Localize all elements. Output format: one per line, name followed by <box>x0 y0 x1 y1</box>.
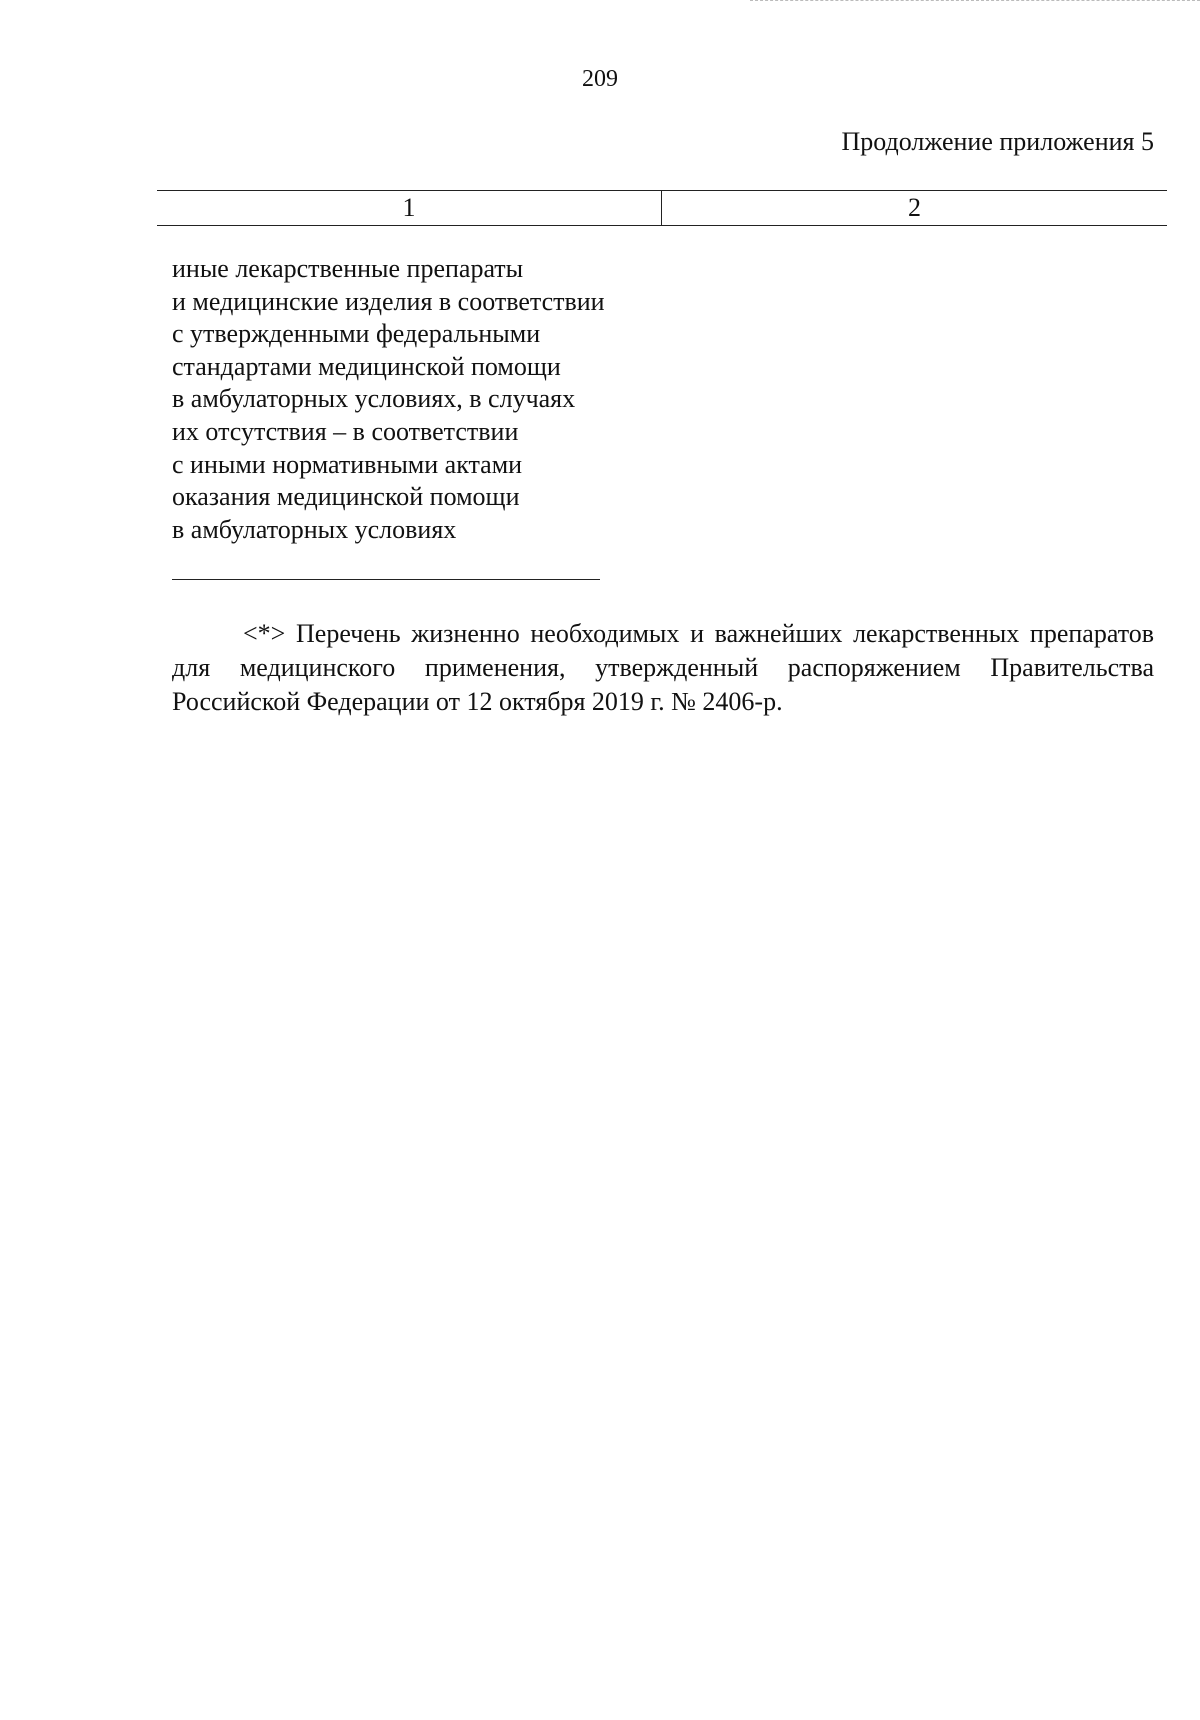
cell-text-line: иные лекарственные препараты <box>172 254 524 283</box>
cell-text-line: их отсутствия – в соответствии <box>172 416 519 446</box>
cell-text-line: с иными нормативными актами <box>172 449 523 479</box>
cell-text-line: в амбулаторных условиях, в случаях <box>172 384 576 414</box>
cell-text-line: в амбулаторных условиях <box>172 514 457 544</box>
cell-text-line: и медицинские изделия в соответствии <box>172 286 605 316</box>
cell-text-line: стандартами медицинской помощи <box>172 351 561 381</box>
appendix-continuation-label: Продолжение приложения 5 <box>841 127 1154 156</box>
table-column-2-header: 2 <box>908 193 921 222</box>
table-column-1-header: 1 <box>157 191 662 225</box>
table-header-row <box>157 190 1167 226</box>
cell-text-line: с утвержденными федеральными <box>172 319 541 349</box>
table-cell-column-1 <box>172 253 672 546</box>
footnote-text: <*> Перечень жизненно необходимых и важнейших лекарственных препаратов для медицинского применения, утвержденный распоряжением Правительства Российской Федерации от 12 октября 2019 г. № 2406-р. <box>172 619 1154 716</box>
cell-text-line: оказания медицинской помощи <box>172 482 520 512</box>
footnote-separator <box>172 579 600 580</box>
page-number: 209 <box>582 66 618 92</box>
scan-edge-mark <box>750 0 1200 1</box>
